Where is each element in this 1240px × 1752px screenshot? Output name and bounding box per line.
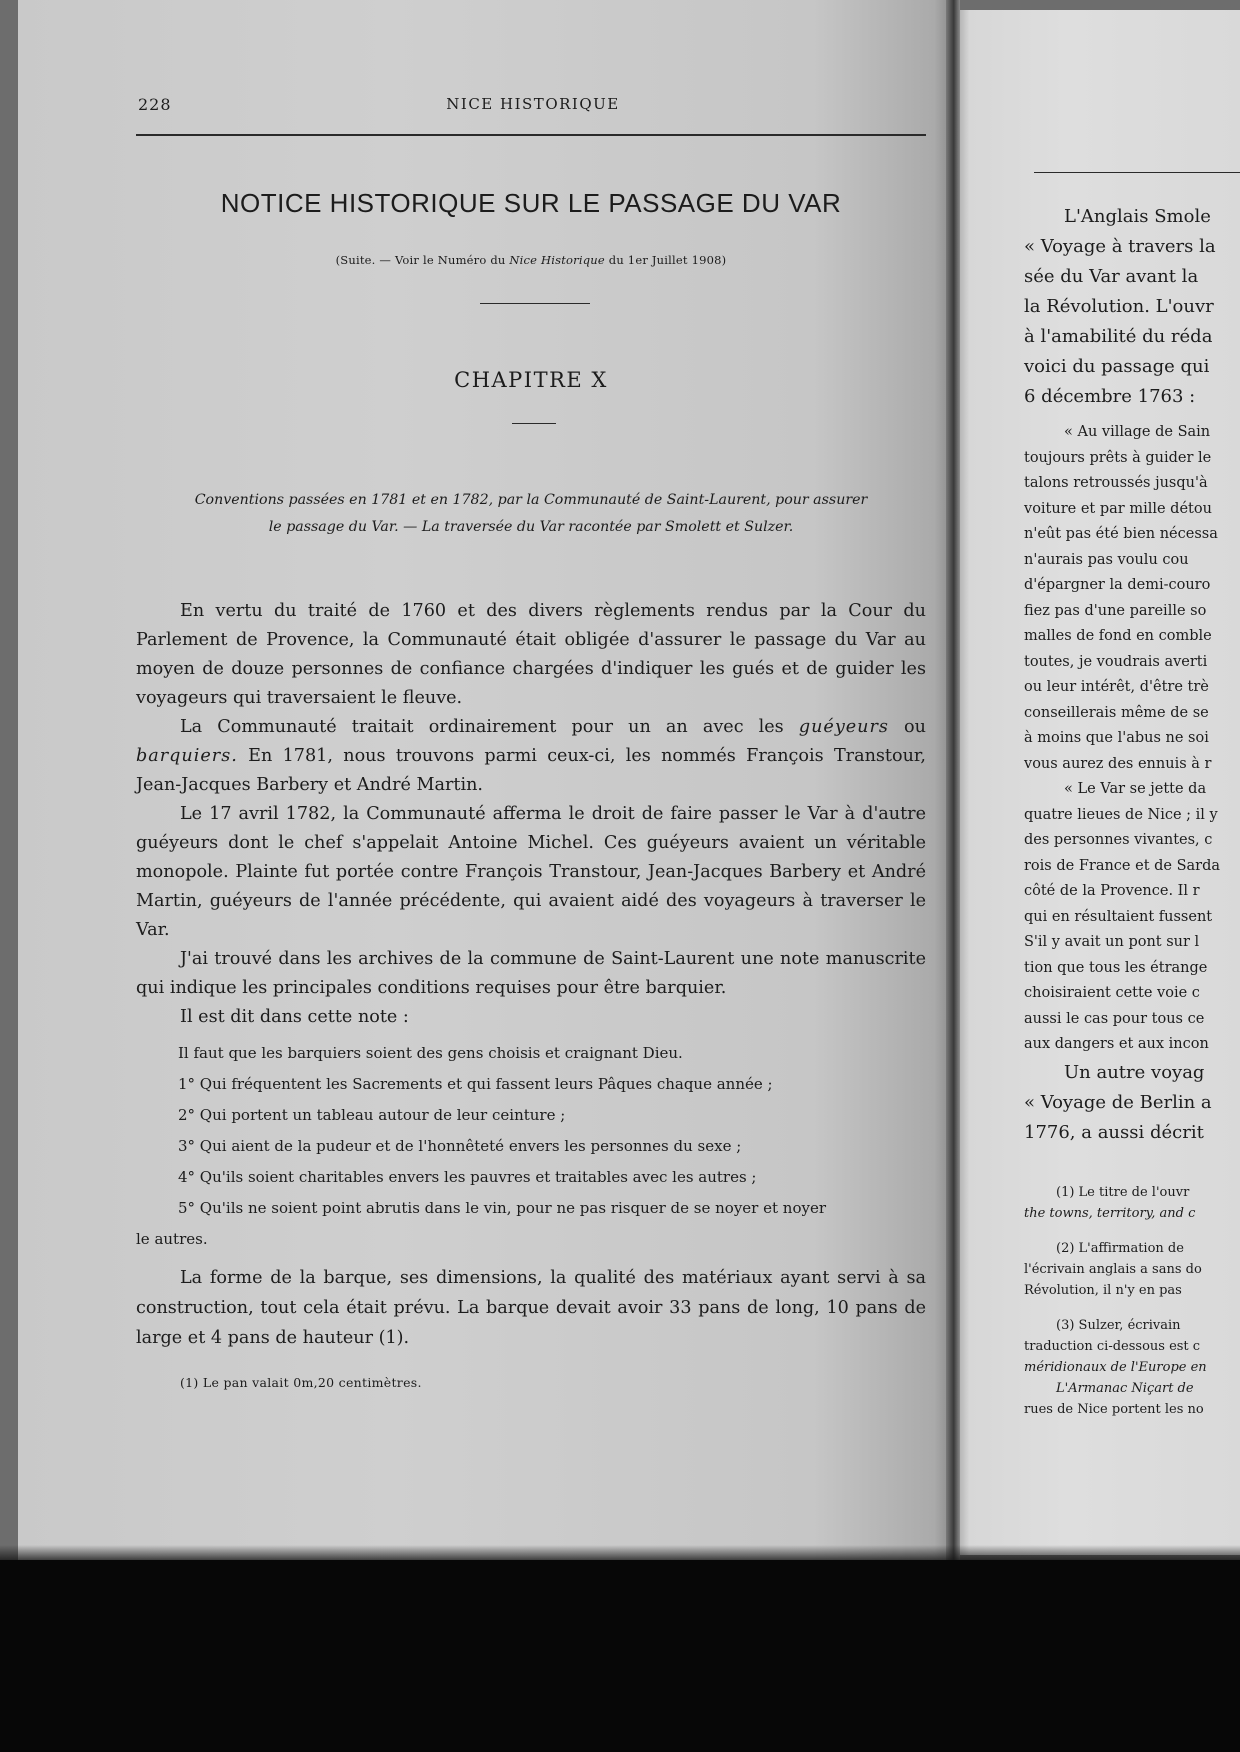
rp-line: 1776, a aussi décrit	[1024, 1122, 1204, 1143]
text-run: En 1781, nous trouvons parmi ceux-ci, les nommés François Transtour, Jean-Jacques Barbery et André Martin.	[136, 746, 926, 795]
subtitle-prefix: (Suite. — Voir le Numéro du	[335, 253, 510, 267]
subtitle-suffix: du 1er Juillet 1908)	[604, 253, 727, 267]
rp-line: aussi le cas pour tous ce	[1024, 1010, 1205, 1027]
section-rule	[480, 303, 590, 304]
emphasis-term: barquiers.	[136, 746, 238, 766]
running-header	[138, 95, 928, 125]
rp-line: aux dangers et aux incon	[1024, 1036, 1209, 1052]
rp-note-line: traduction ci-dessous est c	[1024, 1339, 1201, 1354]
right-page-rule	[1034, 172, 1240, 173]
rp-line: « Au village de Sain	[1064, 424, 1211, 440]
rp-line: fiez pas d'une pareille so	[1024, 602, 1207, 619]
condition-item: 4° Qu'ils soient charitables envers les pauvres et traitables avec les autres ;	[178, 1168, 757, 1186]
emphasis-term: guéyeurs	[798, 717, 889, 737]
rp-line: conseillerais même de se	[1024, 704, 1209, 721]
right-page-body-2	[1024, 1058, 1212, 1148]
right-page-body	[1024, 202, 1216, 412]
paragraph	[136, 713, 926, 800]
condition-item: 3° Qui aient de la pudeur et de l'honnêteté envers les personnes du sexe ;	[178, 1137, 742, 1155]
rp-line: voiture et par mille détou	[1024, 500, 1212, 517]
condition-item: le autres.	[136, 1230, 208, 1248]
rp-line: à l'amabilité du réda	[1024, 326, 1213, 347]
book-gutter	[946, 0, 960, 1560]
rp-line: 6 décembre 1763 :	[1024, 386, 1196, 407]
rp-line: des personnes vivantes, c	[1024, 832, 1213, 848]
rp-line: Un autre voyag	[1064, 1062, 1205, 1083]
chapter-heading: CHAPITRE X	[454, 368, 608, 392]
header-rule	[136, 134, 926, 136]
rp-line: « Voyage à travers la	[1024, 236, 1216, 257]
scan-bottom-band	[0, 1560, 1240, 1752]
paragraph: Il est dit dans cette note :	[180, 1007, 409, 1027]
subtitle-journal: Nice Historique	[509, 253, 605, 267]
rp-line: voici du passage qui	[1024, 356, 1210, 377]
summary-line: Conventions passées en 1781 et en 1782, par la Communauté de Saint-Laurent, pour assurer	[194, 492, 868, 508]
rp-line: « Le Var se jette da	[1064, 781, 1207, 797]
right-page-footnotes	[1024, 1182, 1207, 1420]
rp-note-line: the towns, territory, and c	[1024, 1206, 1196, 1221]
rp-line: talons retroussés jusqu'à	[1024, 475, 1208, 491]
text-run: ou	[888, 717, 926, 737]
rp-note-line: l'écrivain anglais a sans do	[1024, 1262, 1202, 1277]
rp-line: quatre lieues de Nice ; il y	[1024, 806, 1218, 823]
rp-line: à moins que l'abus ne soi	[1024, 730, 1209, 746]
article-title: NOTICE HISTORIQUE SUR LE PASSAGE DU VAR	[220, 188, 842, 218]
paragraph: La forme de la barque, ses dimensions, la qualité des matériaux ayant servi à sa construction, tout cela était prévu. La barque devait avoir 33 pans de long, 10 pans de large et 4 pans de hauteur (1).	[136, 1268, 926, 1348]
rp-line: qui en résultaient fussent	[1024, 908, 1213, 925]
paragraph: Le 17 avril 1782, la Communauté afferma le droit de faire passer le Var à d'autre guéyeurs dont le chef s'appelait Antoine Michel. Ces guéyeurs avaient un véritable monopole. Plainte fut portée contre François Transtour, Jean-Jacques Barbery et André Martin, guéyeurs de l'année précédente, qui avaient aidé des voyageurs à traverser le Var.	[136, 804, 926, 940]
rp-line: ou leur intérêt, d'être trè	[1024, 679, 1209, 695]
rp-note-line: (2) L'affirmation de	[1056, 1241, 1184, 1256]
closing-paragraph	[136, 1263, 926, 1353]
rp-note-line: rues de Nice portent les no	[1024, 1402, 1204, 1417]
summary-line: le passage du Var. — La traversée du Var racontée par Smolett et Sulzer.	[268, 519, 794, 535]
condition-item: 5° Qu'ils ne soient point abrutis dans le vin, pour ne pas risquer de se noyer et noyer	[178, 1199, 827, 1217]
rp-note-line: (1) Le titre de l'ouvr	[1056, 1185, 1190, 1200]
rp-line: L'Anglais Smole	[1064, 206, 1211, 227]
right-page	[952, 10, 1240, 1555]
rp-line: côté de la Provence. Il r	[1024, 883, 1200, 899]
chapter-summary	[136, 487, 926, 541]
rp-line: toujours prêts à guider le	[1024, 449, 1212, 466]
rp-line: toutes, je voudrais averti	[1024, 653, 1208, 670]
rp-line: choisiraient cette voie c	[1024, 985, 1200, 1001]
rp-line: S'il y avait un pont sur l	[1024, 934, 1200, 950]
rp-line: n'eût pas été bien nécessa	[1024, 526, 1218, 542]
section-rule	[512, 423, 556, 424]
rp-note-line: Révolution, il n'y en pas	[1024, 1283, 1182, 1298]
rp-line: vous aurez des ennuis à r	[1024, 755, 1212, 772]
rp-line: « Voyage de Berlin a	[1024, 1092, 1212, 1113]
page-number: 228	[138, 95, 172, 114]
header-title: NICE HISTORIQUE	[446, 95, 620, 113]
rp-line: sée du Var avant la	[1024, 266, 1199, 287]
rp-line: la Révolution. L'ouvr	[1024, 296, 1214, 317]
rp-note-line: (3) Sulzer, écrivain	[1056, 1318, 1181, 1333]
paragraph: J'ai trouvé dans les archives de la commune de Saint-Laurent une note manuscrite qui indique les principales conditions requises pour être barquier.	[136, 949, 926, 998]
rp-line: rois de France et de Sarda	[1024, 857, 1221, 874]
body-text	[136, 597, 926, 1032]
condition-item: 2° Qui portent un tableau autour de leur ceinture ;	[178, 1106, 566, 1124]
rp-line: tion que tous les étrange	[1024, 959, 1208, 976]
paragraph: En vertu du traité de 1760 et des divers règlements rendus par la Cour du Parlement de Provence, la Communauté était obligée d'assurer le passage du Var au moyen de douze personnes de confiance chargées d'indiquer les gués et de guider les voyageurs qui traversaient le fleuve.	[136, 601, 926, 708]
article-subtitle	[136, 253, 926, 267]
text-run: La Communauté traitait ordinairement pour un an avec les	[180, 717, 799, 737]
rp-line: malles de fond en comble	[1024, 628, 1212, 644]
rp-line: n'aurais pas voulu cou	[1024, 551, 1189, 568]
condition-item: 1° Qui fréquentent les Sacrements et qui fassent leurs Pâques chaque année ;	[178, 1075, 773, 1093]
rp-note-line: méridionaux de l'Europe en	[1024, 1360, 1207, 1375]
condition-item: Il faut que les barquiers soient des gens choisis et craignant Dieu.	[178, 1044, 683, 1062]
footnote: (1) Le pan valait 0m,20 centimètres.	[180, 1375, 422, 1390]
rp-note-line: L'Armanac Niçart de	[1056, 1381, 1194, 1396]
rp-line: d'épargner la demi-couro	[1024, 577, 1211, 593]
conditions-list	[136, 1038, 926, 1255]
right-page-quote	[1024, 420, 1220, 1058]
